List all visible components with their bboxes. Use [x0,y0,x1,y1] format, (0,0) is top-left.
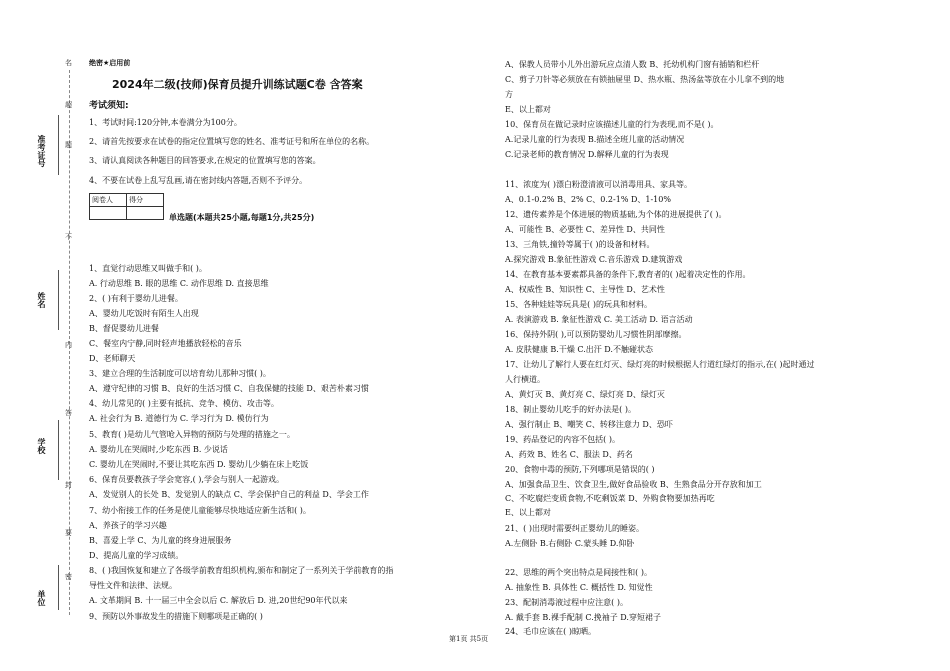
school-line [58,420,59,480]
question-line: 6、保育员要教孩子学会宽容,( ),学会与别人一起游戏。 [89,475,284,484]
question-line: A、加强食品卫生、饮食卫生,做好食品验收 B、生熟食品分开存放和加工 [505,480,762,489]
seal-mark: 不 [65,233,72,241]
question-line: 19、药品登记的内容不包括( )。 [505,435,620,444]
seal-mark: 封 [65,481,72,489]
question-line: A、权威性 B、知识性 C、主导性 D、艺术性 [505,285,665,294]
score-blank[interactable] [127,207,164,220]
question-line: 14、在教育基本要素都具备的条件下,教育者的( )起着决定性的作用。 [505,270,751,279]
question-line: A. 文革期间 B. 十一届三中全会以后 C. 解放后 D. 进,20世纪90年代以来 [89,596,348,605]
section-heading: 单选题(本题共25小题,每题1分,共25分) [169,213,315,222]
question-line: C、餐室内宁静,同时轻声地播放轻松的音乐 [89,339,242,348]
question-line: D、老师聊天 [89,354,136,363]
question-line: C.记录老师的教育情况 D.解释儿童的行为表现 [505,150,669,159]
question-line: A. 行动思维 B. 眼的思维 C. 动作思维 D. 直接思维 [89,279,269,288]
question-line: A.记录儿童的行为表现 B.描述全班儿童的活动情况 [505,135,685,144]
question-line: A、药效 B、姓名 C、服法 D、药名 [505,450,633,459]
question-line: 8、( )我国恢复和建立了各级学前教育组织机构,颁布和制定了一系列关于学前教育的指 [89,566,394,575]
page-title: 2024年二级(技师)保育员提升训练试题C卷 含答案 [112,78,363,91]
question-line: 16、保持外阴( ),可以预防婴幼儿习惯性阴部摩擦。 [505,330,687,339]
seal-mark: 超 [65,101,72,109]
question-line: 22、思维的两个突出特点是间接性和( )。 [505,568,652,577]
question-line: 15、各种娃娃等玩具是( )的玩具和材料。 [505,300,652,309]
question-line: A、保教人员带小儿外出游玩应点清人数 B、托幼机构门窗有插销和栏杆 [505,60,760,69]
question-line: C、不吃腐烂变质食物,不吃剩饭菜 D、外购食物要加热再吃 [505,494,715,503]
question-line: 1、直觉行动思维又叫做手和( )。 [89,264,207,273]
secret-label: 绝密★启用前 [89,59,131,67]
score-cell: 得分 [127,194,164,207]
question-line: 方 [505,90,513,99]
question-line: 5、教育( )是幼儿气管呛入异物的预防与处理的措施之一。 [89,430,295,439]
notice-heading: 考试须知: [89,101,129,111]
question-line: 21、( )出现时需要纠正婴幼儿的睡姿。 [505,524,644,533]
question-line: A、强行制止 B、嘲笑 C、转移注意力 D、恐吓 [505,420,673,429]
score-table [89,193,164,220]
question-line: 17、让幼儿了解行人要在红灯灭、绿灯亮的时候根据人行道红绿灯的指示,在( )起时通过 [505,360,815,369]
question-line: A. 社会行为 B. 道德行为 C. 学习行为 D. 模仿行为 [89,414,269,423]
seal-mark: 内 [65,341,72,349]
notice-line: 1、考试时间:120分钟,本卷满分为100分。 [89,118,242,127]
question-line: 10、保育员在做记录时应该描述儿童的行为表现,而不是( )。 [505,120,719,129]
unit-label: 单位 [37,590,46,606]
seal-mark: 密 [65,573,72,581]
question-line: A.探究游戏 B.象征性游戏 C.音乐游戏 D.建筑游戏 [505,255,683,264]
question-line: D、提高儿童的学习成绩。 [89,551,184,560]
question-line: A. 表演游戏 B. 象征性游戏 C. 美工活动 D. 语言活动 [505,315,693,324]
grader-cell: 阅卷人 [90,194,127,207]
seal-mark: 名 [65,59,72,67]
question-line: A.左侧卧 B.右侧卧 C.蒙头睡 D.仰卧 [505,539,635,548]
notice-line: 3、请认真阅读各种题目的回答要求,在规定的位置填写您的答案。 [89,156,321,165]
question-line: 23、配制消毒液过程中应注意( )。 [505,598,628,607]
question-line: 导性文件和法律、法规。 [89,581,177,590]
question-line: A、婴幼儿吃饭时有陌生人出现 [89,309,199,318]
question-line: A、0.1-0.2% B、2% C、0.2-1% D、1-10% [505,195,671,204]
exam-no-label: 准考证号 [37,135,46,167]
question-line: B、喜爱上学 C、为儿童的终身进展服务 [89,536,232,545]
name-line [58,270,59,330]
question-line: 13、三角铁,撞铃等属于( )的设备和材料。 [505,240,655,249]
question-line: 24、毛巾应该在( )晾晒。 [505,627,596,636]
question-line: 人行横道。 [505,375,545,384]
seal-mark: 要 [65,529,72,537]
question-line: B、督促婴幼儿进餐 [89,324,159,333]
question-line: 11、浓度为( )漂白粉澄清液可以消毒用具、家具等。 [505,180,692,189]
question-line: A. 婴幼儿在哭闹时,少吃东西 B. 少说话 [89,445,228,454]
question-line: C. 婴幼儿在哭闹时,不要让其吃东西 D. 婴幼儿少躺在床上吃饭 [89,460,309,469]
question-line: A. 皮肤健康 B.干燥 C.出汗 D.不触碰状态 [505,345,653,354]
question-line: 9、预防以外事故发生的措施下则哪项是正确的( ) [89,612,263,621]
question-line: A、可能性 B、必要性 C、差异性 D、共同性 [505,225,665,234]
question-line: A、养孩子的学习兴趣 [89,521,167,530]
name-label: 姓名 [37,292,46,308]
question-line: 20、食物中毒的预防,下列哪项是错误的( ) [505,465,655,474]
question-line: A. 戴手套 B.裸手配制 C.挽袖子 D.穿短裙子 [505,613,661,622]
school-label: 学校 [37,438,46,454]
question-line: 12、遗传素养是个体进展的物质基础,为个体的进展提供了( )。 [505,210,727,219]
notice-line: 4、不要在试卷上乱写乱画,请在密封线内答题,否则不予评分。 [89,176,308,185]
seal-mark: 题 [65,141,72,149]
question-line: 4、幼儿常见的( )主要有抵抗、竞争、模仿、攻击等。 [89,399,279,408]
question-line: A、发觉别人的长处 B、发觉别人的缺点 C、学会保护自己的利益 D、学会工作 [89,490,369,499]
unit-line [58,565,59,610]
page-number: 第1页 共5页 [449,635,489,643]
question-line: 3、建立合理的生活制度可以培育幼儿那种习惯( )。 [89,369,271,378]
question-line: 2、( )有利于婴幼儿进餐。 [89,294,183,303]
seal-mark: 答 [65,409,72,417]
question-line: 18、制止婴幼儿吃手的好办法是( )。 [505,405,636,414]
notice-line: 2、请首先按要求在试卷的指定位置填写您的姓名、准考证号和所在单位的名称。 [89,137,375,146]
question-line: A、黄灯灭 B、黄灯亮 C、绿灯亮 D、绿灯灭 [505,390,665,399]
question-line: E、以上都对 [505,105,551,114]
question-line: C、剪子刀针等必须放在有锁抽屉里 D、热水瓶、热汤盆等放在小儿拿不到的地 [505,75,785,84]
question-line: E、以上都对 [505,508,551,517]
question-line: 7、幼小衔接工作的任务是使儿童能够尽快地适应新生活和( )。 [89,506,311,515]
grader-blank[interactable] [90,207,127,220]
question-line: A、遵守纪律的习惯 B、良好的生活习惯 C、自我保健的技能 D、艰苦朴素习惯 [89,384,369,393]
question-line: A. 抽象性 B. 具体性 C. 概括性 D. 知觉性 [505,583,653,592]
exam-no-line [58,115,59,175]
